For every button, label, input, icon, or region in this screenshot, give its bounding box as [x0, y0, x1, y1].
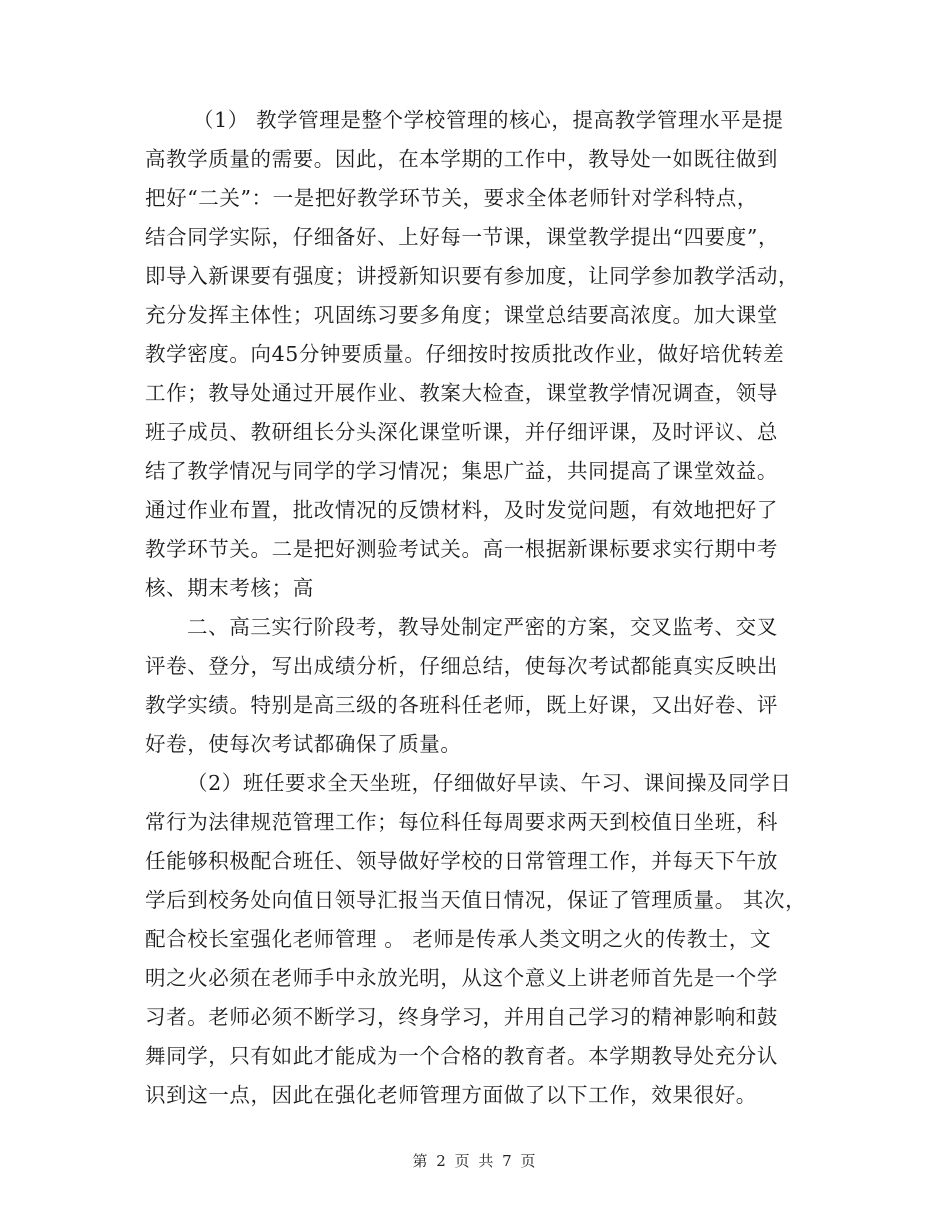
paragraph-1-line-11: 通过作业布置，批改情况的反馈材料，及时发觉问题，有效地把好了	[145, 498, 778, 522]
paragraph-1-line-13: 核、期末考核；高	[145, 576, 314, 600]
paragraph-1-line-7: 教学密度。向45分钟要质量。仔细按时按质批改作业，做好培优转差	[145, 342, 785, 366]
paragraph-3-line-3: 任能够积极配合班任、领导做好学校的日常管理工作，并每天下午放	[145, 849, 778, 873]
paragraph-3-line-7: 习者。老师必须不断学习，终身学习，并用自己学习的精神影响和鼓	[145, 1005, 778, 1029]
paragraph-1-line-1: （1） 教学管理是整个学校管理的核心，提高教学管理水平是提	[193, 108, 784, 132]
paragraph-3-line-9: 识到这一点，因此在强化老师管理方面做了以下工作，效果很好。	[145, 1083, 757, 1107]
paragraph-1-line-2: 高教学质量的需要。因此，在本学期的工作中，教导处一如既往做到	[145, 147, 778, 171]
paragraph-2-line-1: 二、高三实行阶段考，教导处制定严密的方案，交叉监考、交叉	[187, 615, 778, 639]
paragraph-1-line-10: 结了教学情况与同学的学习情况；集思广益，共同提高了课堂效益。	[145, 459, 778, 483]
paragraph-1-line-8: 工作；教导处通过开展作业、教案大检查，课堂教学情况调查，领导	[145, 381, 778, 405]
paragraph-2-line-3: 教学实绩。特别是高三级的各班科任老师，既上好课，又出好卷、评	[145, 693, 778, 717]
paragraph-1-line-12: 教学环节关。二是把好测验考试关。高一根据新课标要求实行期中考	[145, 537, 778, 561]
paragraph-3-line-6: 明之火必须在老师手中永放光明，从这个意义上讲老师首先是一个学	[145, 966, 778, 990]
paragraph-3-line-1: （2）班任要求全天坐班，仔细做好早读、午习、课间操及同学日	[187, 771, 792, 795]
paragraph-3-line-8: 舞同学，只有如此才能成为一个合格的教育者。本学期教导处充分认	[145, 1044, 778, 1068]
paragraph-2-line-4: 好卷，使每次考试都确保了质量。	[145, 732, 462, 756]
paragraph-1-line-3: 把好“二关”：一是把好教学环节关，要求全体老师针对学科特点，	[145, 186, 758, 210]
paragraph-1-line-4: 结合同学实际，仔细备好、上好每一节课，课堂教学提出“四要度”，	[145, 225, 780, 249]
paragraph-1-line-6: 充分发挥主体性；巩固练习要多角度；课堂总结要高浓度。加大课堂	[145, 303, 778, 327]
paragraph-3-line-2: 常行为法律规范管理工作；每位科任每周要求两天到校值日坐班，科	[145, 810, 778, 834]
paragraph-1-line-5: 即导入新课要有强度；讲授新知识要有参加度，让同学参加教学活动，	[145, 264, 800, 288]
paragraph-3-line-5: 配合校长室强化老师管理 。 老师是传承人类文明之火的传教士，文	[145, 927, 772, 951]
paragraph-2-line-2: 评卷、登分，写出成绩分析，仔细总结，使每次考试都能真实反映出	[145, 654, 778, 678]
paragraph-1-line-9: 班子成员、教研组长分头深化课堂听课，并仔细评课，及时评议、总	[145, 420, 778, 444]
page-number-footer: 第 2 页 共 7 页	[412, 1152, 538, 1170]
paragraph-3-line-4: 学后到校务处向值日领导汇报当天值日情况，保证了管理质量。 其次，	[145, 888, 807, 912]
